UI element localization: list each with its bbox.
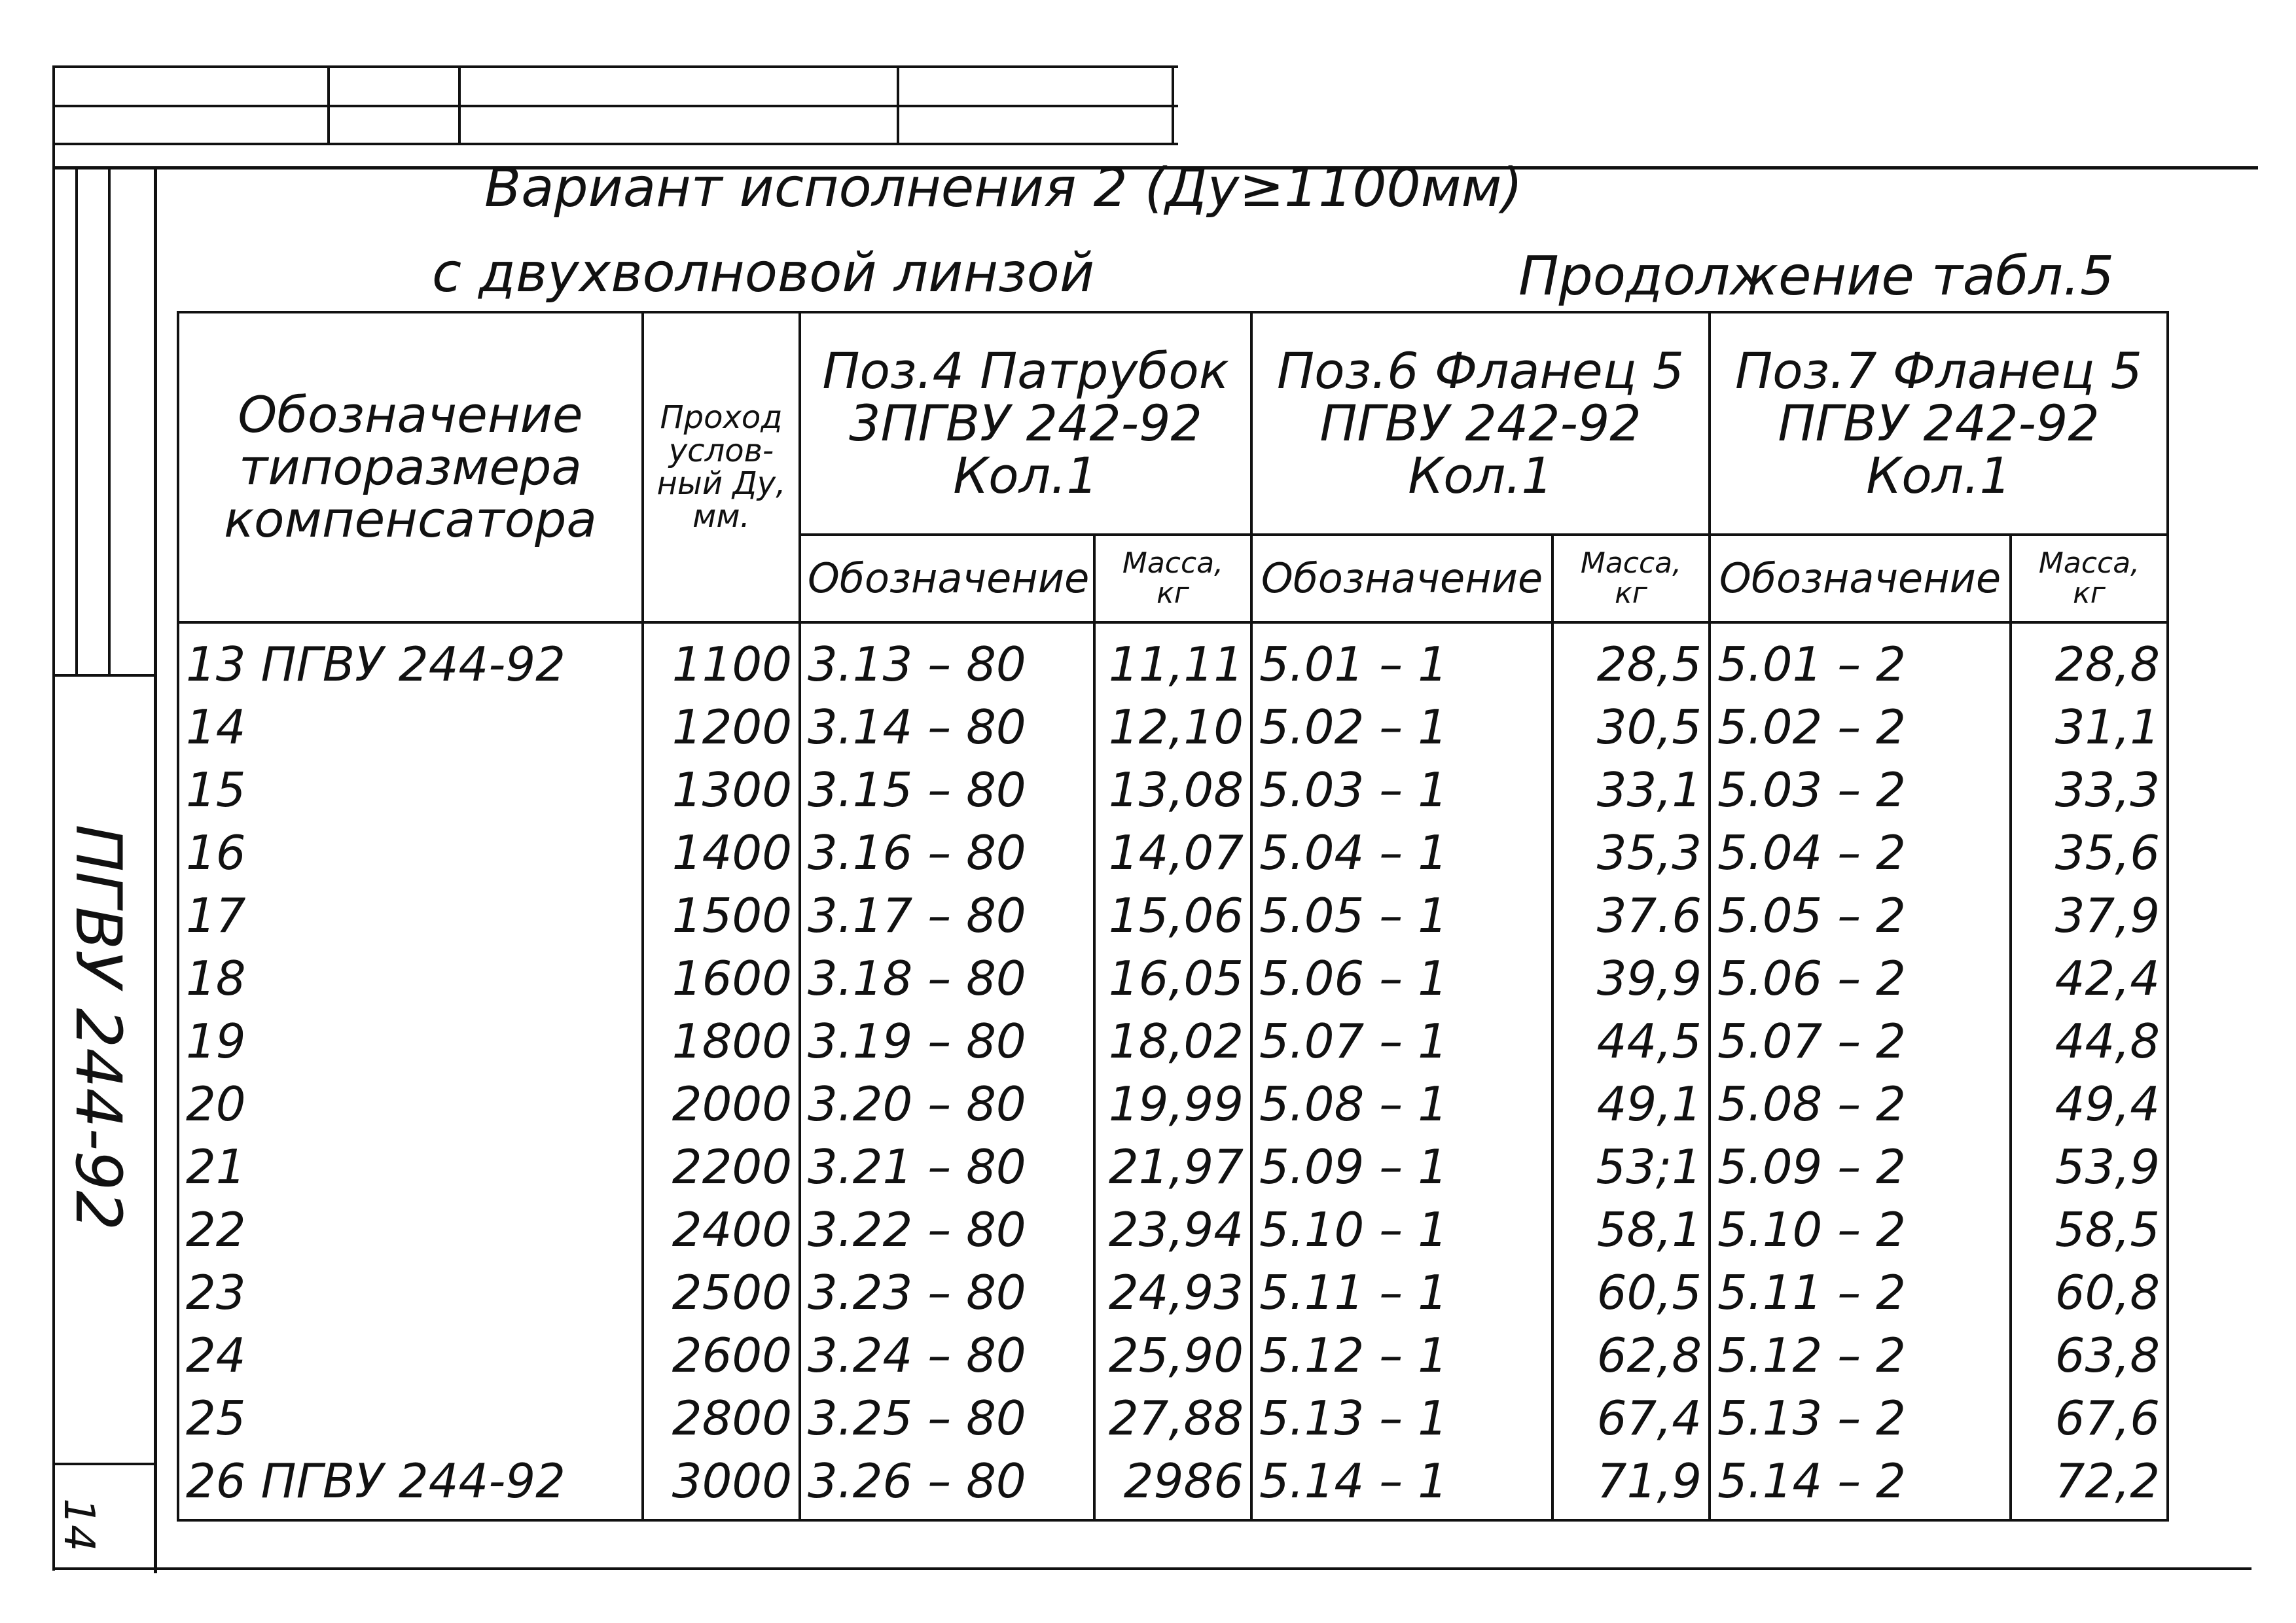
- table-row: [178, 1387, 2168, 1450]
- page-number-text: 14: [54, 1498, 103, 1552]
- cell-designation: 21: [178, 1135, 643, 1198]
- spec-table: [177, 311, 2169, 1522]
- cell-pos7-designation: 5.08 – 2: [1710, 1073, 2011, 1135]
- cell-pos7-designation: 5.06 – 2: [1710, 947, 2011, 1010]
- cell-pos7-designation: 5.05 – 2: [1710, 884, 2011, 947]
- cell-pos7-mass: 63,8: [2011, 1324, 2168, 1387]
- cell-pos7-mass: 58,5: [2011, 1198, 2168, 1261]
- cell-pos7-mass: 37,9: [2011, 884, 2168, 947]
- side-document-code: [26, 818, 170, 1237]
- cell-pos7-designation: 5.14 – 2: [1710, 1450, 2011, 1520]
- cell-pos6-designation: 5.12 – 1: [1251, 1324, 1552, 1387]
- header-pos4-mass: Масса, кг: [1094, 535, 1251, 622]
- cell-pos4-designation: 3.19 – 80: [800, 1010, 1094, 1073]
- cell-dn: 1200: [643, 696, 800, 758]
- cell-pos7-designation: 5.13 – 2: [1710, 1387, 2011, 1450]
- cell-pos6-designation: 5.13 – 1: [1251, 1387, 1552, 1450]
- cell-dn: 2000: [643, 1073, 800, 1135]
- cell-designation: 19: [178, 1010, 643, 1073]
- cell-pos6-designation: 5.04 – 1: [1251, 821, 1552, 884]
- cell-dn: 1300: [643, 758, 800, 821]
- cell-pos6-designation: 5.02 – 1: [1251, 696, 1552, 758]
- table-row: [178, 1450, 2168, 1520]
- cell-pos7-mass: 42,4: [2011, 947, 2168, 1010]
- top-stamp-line-1: [52, 65, 1178, 68]
- cell-pos4-mass: 16,05: [1094, 947, 1251, 1010]
- cell-pos6-mass: 58,1: [1552, 1198, 1710, 1261]
- header-designation: Обозначение типоразмера компенсатора: [178, 312, 643, 622]
- cell-pos4-designation: 3.22 – 80: [800, 1198, 1094, 1261]
- cell-pos7-mass: 35,6: [2011, 821, 2168, 884]
- cell-pos7-mass: 33,3: [2011, 758, 2168, 821]
- cell-pos7-mass: 49,4: [2011, 1073, 2168, 1135]
- cell-dn: 2400: [643, 1198, 800, 1261]
- cell-pos4-designation: 3.20 – 80: [800, 1073, 1094, 1135]
- cell-pos6-designation: 5.10 – 1: [1251, 1198, 1552, 1261]
- header-pos7-mass: Масса, кг: [2011, 535, 2168, 622]
- frame-left-mid-line-2: [108, 166, 111, 677]
- table-row: [178, 696, 2168, 758]
- cell-pos7-mass: 67,6: [2011, 1387, 2168, 1450]
- cell-dn: 2500: [643, 1261, 800, 1324]
- top-stamp-divider-4: [1172, 65, 1174, 144]
- cell-designation: 20: [178, 1073, 643, 1135]
- cell-dn: 2200: [643, 1135, 800, 1198]
- cell-pos4-mass: 11,11: [1094, 622, 1251, 696]
- cell-pos6-mass: 33,1: [1552, 758, 1710, 821]
- cell-pos4-designation: 3.16 – 80: [800, 821, 1094, 884]
- cell-pos6-mass: 62,8: [1552, 1324, 1710, 1387]
- cell-pos6-designation: 5.06 – 1: [1251, 947, 1552, 1010]
- cell-pos4-mass: 15,06: [1094, 884, 1251, 947]
- header-pos6-mass: Масса, кг: [1552, 535, 1710, 622]
- cell-designation: 18: [178, 947, 643, 1010]
- cell-designation: 13 ПГВУ 244-92: [178, 622, 643, 696]
- cell-pos4-designation: 3.14 – 80: [800, 696, 1094, 758]
- side-document-code-text: ПГВУ 244-92: [62, 824, 135, 1231]
- cell-pos4-designation: 3.23 – 80: [800, 1261, 1094, 1324]
- cell-pos7-designation: 5.11 – 2: [1710, 1261, 2011, 1324]
- cell-pos6-designation: 5.11 – 1: [1251, 1261, 1552, 1324]
- cell-pos4-mass: 25,90: [1094, 1324, 1251, 1387]
- spec-table-body: [178, 622, 2168, 1520]
- table-row: [178, 1010, 2168, 1073]
- cell-pos6-mass: 49,1: [1552, 1073, 1710, 1135]
- cell-designation: 14: [178, 696, 643, 758]
- cell-pos4-mass: 13,08: [1094, 758, 1251, 821]
- cell-pos4-mass: 19,99: [1094, 1073, 1251, 1135]
- cell-pos4-designation: 3.17 – 80: [800, 884, 1094, 947]
- cell-pos6-mass: 53;1: [1552, 1135, 1710, 1198]
- cell-pos6-designation: 5.08 – 1: [1251, 1073, 1552, 1135]
- cell-pos4-mass: 24,93: [1094, 1261, 1251, 1324]
- header-dn: Проход услов-ный Ду, мм.: [643, 312, 800, 622]
- table-row: [178, 1324, 2168, 1387]
- cell-pos4-mass: 2986: [1094, 1450, 1251, 1520]
- cell-dn: 1800: [643, 1010, 800, 1073]
- cell-pos6-designation: 5.05 – 1: [1251, 884, 1552, 947]
- cell-designation: 23: [178, 1261, 643, 1324]
- page-number: [46, 1479, 111, 1571]
- cell-pos6-mass: 37.6: [1552, 884, 1710, 947]
- cell-pos4-designation: 3.15 – 80: [800, 758, 1094, 821]
- cell-designation: 17: [178, 884, 643, 947]
- table-row: [178, 1261, 2168, 1324]
- cell-pos7-designation: 5.10 – 2: [1710, 1198, 2011, 1261]
- cell-dn: 2600: [643, 1324, 800, 1387]
- table-continuation-label: Продолжение табл.5: [1518, 245, 2115, 308]
- header-pos7: Поз.7 Фланец 5 ПГВУ 242-92 Кол.1: [1710, 312, 2168, 535]
- cell-pos7-designation: 5.02 – 2: [1710, 696, 2011, 758]
- cell-designation: 24: [178, 1324, 643, 1387]
- cell-pos4-mass: 12,10: [1094, 696, 1251, 758]
- cell-pos6-designation: 5.14 – 1: [1251, 1450, 1552, 1520]
- top-stamp-line-3: [52, 143, 1178, 145]
- header-pos6: Поз.6 Фланец 5 ПГВУ 242-92 Кол.1: [1251, 312, 1710, 535]
- top-stamp-divider-3: [897, 65, 899, 144]
- cell-pos4-designation: 3.13 – 80: [800, 622, 1094, 696]
- header-pos4: Поз.4 Патрубок 3ПГВУ 242-92 Кол.1: [800, 312, 1251, 535]
- header-pos6-designation: Обозначение: [1251, 535, 1552, 622]
- cell-pos7-mass: 53,9: [2011, 1135, 2168, 1198]
- cell-dn: 3000: [643, 1450, 800, 1520]
- cell-designation: 22: [178, 1198, 643, 1261]
- cell-pos6-designation: 5.03 – 1: [1251, 758, 1552, 821]
- frame-side-sep-1: [52, 674, 157, 677]
- cell-pos6-designation: 5.07 – 1: [1251, 1010, 1552, 1073]
- cell-pos4-mass: 14,07: [1094, 821, 1251, 884]
- cell-pos7-mass: 44,8: [2011, 1010, 2168, 1073]
- cell-pos7-mass: 60,8: [2011, 1261, 2168, 1324]
- cell-dn: 1100: [643, 622, 800, 696]
- cell-dn: 1400: [643, 821, 800, 884]
- cell-pos7-designation: 5.09 – 2: [1710, 1135, 2011, 1198]
- cell-pos4-designation: 3.25 – 80: [800, 1387, 1094, 1450]
- top-stamp-divider-1: [327, 65, 330, 144]
- cell-designation: 16: [178, 821, 643, 884]
- cell-pos6-designation: 5.09 – 1: [1251, 1135, 1552, 1198]
- cell-dn: 1500: [643, 884, 800, 947]
- cell-pos6-mass: 71,9: [1552, 1450, 1710, 1520]
- cell-pos6-designation: 5.01 – 1: [1251, 622, 1552, 696]
- table-row: [178, 1135, 2168, 1198]
- cell-pos6-mass: 35,3: [1552, 821, 1710, 884]
- cell-pos4-designation: 3.18 – 80: [800, 947, 1094, 1010]
- top-stamp-line-2: [52, 105, 1178, 107]
- cell-pos6-mass: 60,5: [1552, 1261, 1710, 1324]
- table-row: [178, 947, 2168, 1010]
- title-lens: с двухволновой линзой: [432, 242, 1095, 304]
- frame-left-mid-line: [75, 166, 78, 677]
- cell-pos4-mass: 27,88: [1094, 1387, 1251, 1450]
- cell-designation: 15: [178, 758, 643, 821]
- cell-designation: 26 ПГВУ 244-92: [178, 1450, 643, 1520]
- cell-pos4-designation: 3.21 – 80: [800, 1135, 1094, 1198]
- cell-pos6-mass: 39,9: [1552, 947, 1710, 1010]
- cell-pos4-mass: 18,02: [1094, 1010, 1251, 1073]
- cell-pos4-mass: 23,94: [1094, 1198, 1251, 1261]
- cell-dn: 1600: [643, 947, 800, 1010]
- cell-pos4-designation: 3.24 – 80: [800, 1324, 1094, 1387]
- table-row: [178, 1198, 2168, 1261]
- cell-dn: 2800: [643, 1387, 800, 1450]
- frame-bottom-line: [157, 1567, 2251, 1570]
- frame-side-sep-2: [52, 1463, 157, 1465]
- cell-pos4-designation: 3.26 – 80: [800, 1450, 1094, 1520]
- cell-pos7-designation: 5.03 – 2: [1710, 758, 2011, 821]
- cell-pos6-mass: 44,5: [1552, 1010, 1710, 1073]
- cell-pos7-mass: 28,8: [2011, 622, 2168, 696]
- table-row: [178, 758, 2168, 821]
- header-pos7-designation: Обозначение: [1710, 535, 2011, 622]
- cell-pos7-designation: 5.12 – 2: [1710, 1324, 2011, 1387]
- table-row: [178, 884, 2168, 947]
- cell-pos6-mass: 30,5: [1552, 696, 1710, 758]
- header-pos4-designation: Обозначение: [800, 535, 1094, 622]
- cell-pos7-designation: 5.04 – 2: [1710, 821, 2011, 884]
- cell-pos7-designation: 5.01 – 2: [1710, 622, 2011, 696]
- table-row: [178, 821, 2168, 884]
- table-row: [178, 1073, 2168, 1135]
- cell-pos6-mass: 28,5: [1552, 622, 1710, 696]
- cell-pos4-mass: 21,97: [1094, 1135, 1251, 1198]
- cell-pos7-mass: 72,2: [2011, 1450, 2168, 1520]
- cell-designation: 25: [178, 1387, 643, 1450]
- cell-pos7-designation: 5.07 – 2: [1710, 1010, 2011, 1073]
- top-stamp-divider-2: [458, 65, 461, 144]
- cell-pos6-mass: 67,4: [1552, 1387, 1710, 1450]
- cell-pos7-mass: 31,1: [2011, 696, 2168, 758]
- title-variant: Вариант исполнения 2 (Ду≥1100мм): [484, 157, 1523, 219]
- table-row: [178, 622, 2168, 696]
